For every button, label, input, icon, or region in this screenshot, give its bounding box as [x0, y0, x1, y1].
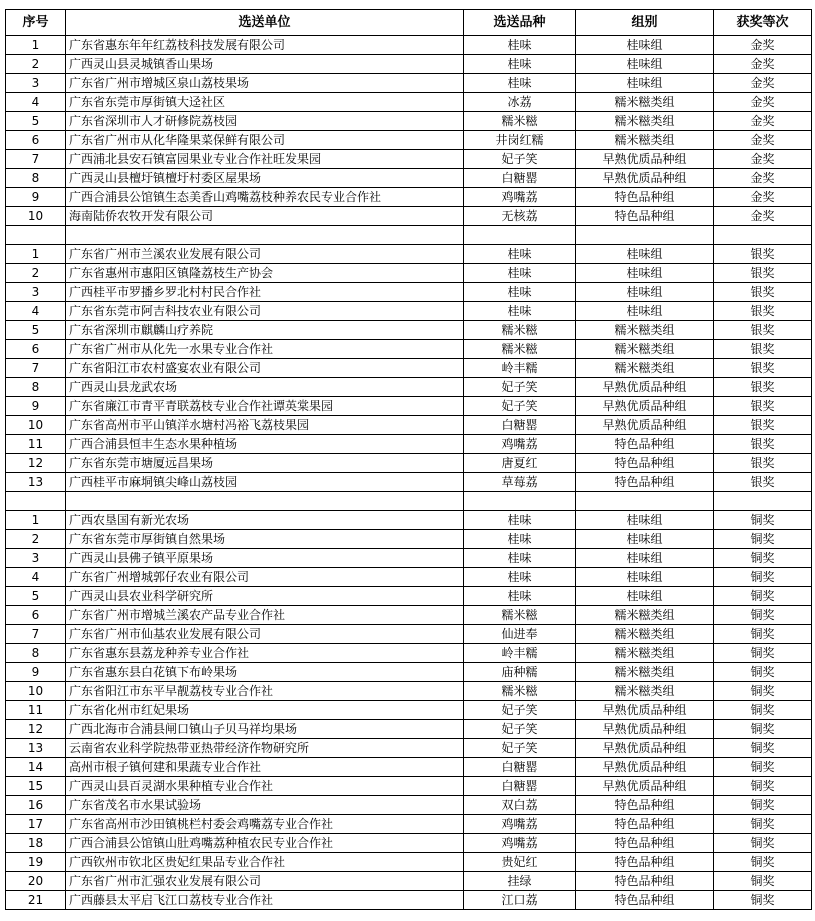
section-spacer-row [6, 226, 812, 245]
cell-group: 糯米糍类组 [576, 340, 714, 359]
table-row-gold [6, 74, 812, 93]
cell-index: 6 [6, 340, 66, 359]
cell-group: 桂味组 [576, 302, 714, 321]
cell-group: 桂味组 [576, 530, 714, 549]
cell-group: 糯米糍类组 [576, 321, 714, 340]
cell-unit: 广西浦北县安石镇富园果业专业合作社旺发果园 [66, 150, 464, 169]
cell-variety: 江口荔 [464, 891, 576, 910]
cell-unit: 广东省深圳市人才研修院荔枝园 [66, 112, 464, 131]
cell-index: 17 [6, 815, 66, 834]
cell-variety: 井岗红糯 [464, 131, 576, 150]
cell-variety: 糯米糍 [464, 112, 576, 131]
cell-index: 16 [6, 796, 66, 815]
cell-award: 金奖 [714, 150, 812, 169]
table-row-silver [6, 378, 812, 397]
cell-award: 铜奖 [714, 606, 812, 625]
cell-award: 金奖 [714, 36, 812, 55]
spacer-cell [6, 226, 66, 245]
cell-variety: 仙进奉 [464, 625, 576, 644]
cell-group: 早熟优质品种组 [576, 701, 714, 720]
spacer-cell [576, 492, 714, 511]
header-group: 组别 [576, 10, 714, 36]
cell-award: 银奖 [714, 302, 812, 321]
cell-index: 18 [6, 834, 66, 853]
table-row-bronze [6, 815, 812, 834]
cell-group: 早熟优质品种组 [576, 739, 714, 758]
table-row-bronze [6, 682, 812, 701]
table-row-bronze [6, 530, 812, 549]
cell-award: 银奖 [714, 435, 812, 454]
cell-unit: 广东省茂名市水果试验场 [66, 796, 464, 815]
cell-index: 14 [6, 758, 66, 777]
cell-index: 9 [6, 397, 66, 416]
cell-unit: 云南省农业科学院热带亚热带经济作物研究所 [66, 739, 464, 758]
cell-award: 金奖 [714, 169, 812, 188]
table-row-silver [6, 340, 812, 359]
table-row-silver [6, 454, 812, 473]
cell-unit: 高州市根子镇何建和果蔬专业合作社 [66, 758, 464, 777]
cell-variety: 妃子笑 [464, 720, 576, 739]
cell-variety: 白糖罂 [464, 758, 576, 777]
cell-index: 9 [6, 663, 66, 682]
header-index: 序号 [6, 10, 66, 36]
cell-variety: 妃子笑 [464, 739, 576, 758]
table-row-bronze [6, 777, 812, 796]
cell-variety: 桂味 [464, 511, 576, 530]
table-row-bronze [6, 511, 812, 530]
cell-award: 银奖 [714, 245, 812, 264]
cell-unit: 广东省高州市平山镇洋水塘村冯裕飞荔枝果园 [66, 416, 464, 435]
cell-unit: 广东省广州市增城兰溪农产品专业合作社 [66, 606, 464, 625]
cell-index: 10 [6, 207, 66, 226]
cell-group: 早熟优质品种组 [576, 169, 714, 188]
cell-unit: 海南陆侨农牧开发有限公司 [66, 207, 464, 226]
table-row-bronze [6, 701, 812, 720]
cell-index: 15 [6, 777, 66, 796]
cell-index: 8 [6, 644, 66, 663]
cell-index: 10 [6, 416, 66, 435]
cell-variety: 白糖罂 [464, 777, 576, 796]
cell-group: 特色品种组 [576, 207, 714, 226]
award-table [5, 9, 812, 910]
cell-award: 铜奖 [714, 853, 812, 872]
cell-index: 10 [6, 682, 66, 701]
table-row-silver [6, 283, 812, 302]
cell-unit: 广东省东莞市阿吉科技农业有限公司 [66, 302, 464, 321]
cell-variety: 妃子笑 [464, 397, 576, 416]
table-row-silver [6, 435, 812, 454]
cell-group: 特色品种组 [576, 796, 714, 815]
cell-index: 12 [6, 720, 66, 739]
cell-unit: 广东省惠州市惠阳区镇隆荔枝生产协会 [66, 264, 464, 283]
cell-variety: 白糖罂 [464, 169, 576, 188]
table-row-gold [6, 169, 812, 188]
spacer-cell [464, 492, 576, 511]
cell-award: 银奖 [714, 454, 812, 473]
spacer-cell [66, 492, 464, 511]
cell-unit: 广西合浦县公馆镇山肚鸡嘴荔种植农民专业合作社 [66, 834, 464, 853]
cell-award: 铜奖 [714, 549, 812, 568]
cell-variety: 鸡嘴荔 [464, 834, 576, 853]
table-row-gold [6, 207, 812, 226]
cell-variety: 桂味 [464, 302, 576, 321]
cell-index: 3 [6, 549, 66, 568]
spacer-cell [464, 226, 576, 245]
cell-unit: 广东省惠东县白花镇下布岭果场 [66, 663, 464, 682]
cell-index: 19 [6, 853, 66, 872]
cell-group: 桂味组 [576, 568, 714, 587]
cell-unit: 广西灵山县檀圩镇檀圩村委区屋果场 [66, 169, 464, 188]
cell-variety: 庙种糯 [464, 663, 576, 682]
cell-variety: 桂味 [464, 549, 576, 568]
header-row [6, 10, 812, 36]
table-row-bronze [6, 872, 812, 891]
table-row-gold [6, 93, 812, 112]
table-row-bronze [6, 549, 812, 568]
cell-award: 铜奖 [714, 815, 812, 834]
cell-variety: 贵妃红 [464, 853, 576, 872]
table-row-bronze [6, 853, 812, 872]
cell-award: 铜奖 [714, 568, 812, 587]
cell-award: 金奖 [714, 55, 812, 74]
cell-group: 早熟优质品种组 [576, 777, 714, 796]
cell-index: 1 [6, 245, 66, 264]
cell-index: 13 [6, 739, 66, 758]
cell-group: 糯米糍类组 [576, 93, 714, 112]
cell-group: 糯米糍类组 [576, 131, 714, 150]
cell-variety: 桂味 [464, 55, 576, 74]
spacer-cell [6, 492, 66, 511]
cell-group: 特色品种组 [576, 815, 714, 834]
cell-group: 桂味组 [576, 36, 714, 55]
cell-group: 桂味组 [576, 511, 714, 530]
cell-group: 特色品种组 [576, 454, 714, 473]
cell-group: 糯米糍类组 [576, 644, 714, 663]
cell-variety: 糯米糍 [464, 682, 576, 701]
cell-award: 银奖 [714, 340, 812, 359]
cell-award: 银奖 [714, 264, 812, 283]
cell-award: 金奖 [714, 93, 812, 112]
cell-award: 金奖 [714, 74, 812, 93]
cell-variety: 鸡嘴荔 [464, 435, 576, 454]
cell-award: 铜奖 [714, 891, 812, 910]
cell-award: 金奖 [714, 207, 812, 226]
cell-group: 桂味组 [576, 264, 714, 283]
cell-index: 2 [6, 264, 66, 283]
table-row-bronze [6, 834, 812, 853]
cell-award: 银奖 [714, 359, 812, 378]
spacer-cell [714, 492, 812, 511]
cell-group: 桂味组 [576, 549, 714, 568]
table-body [6, 36, 812, 910]
cell-index: 6 [6, 606, 66, 625]
cell-award: 银奖 [714, 416, 812, 435]
cell-unit: 广西藤县太平启飞江口荔枝专业合作社 [66, 891, 464, 910]
cell-group: 早熟优质品种组 [576, 758, 714, 777]
table-row-silver [6, 473, 812, 492]
cell-group: 糯米糍类组 [576, 112, 714, 131]
table-row-bronze [6, 568, 812, 587]
cell-group: 糯米糍类组 [576, 663, 714, 682]
table-row-bronze [6, 587, 812, 606]
cell-group: 糯米糍类组 [576, 359, 714, 378]
cell-unit: 广西农垦国有新光农场 [66, 511, 464, 530]
spacer-cell [576, 226, 714, 245]
cell-unit: 广西灵山县灵城镇香山果场 [66, 55, 464, 74]
cell-unit: 广东省广州市汇强农业发展有限公司 [66, 872, 464, 891]
cell-variety: 冰荔 [464, 93, 576, 112]
cell-unit: 广东省广州市从化先一水果专业合作社 [66, 340, 464, 359]
cell-unit: 广西合浦县公馆镇生态美香山鸡嘴荔枝种养农民专业合作社 [66, 188, 464, 207]
cell-index: 7 [6, 150, 66, 169]
cell-group: 早熟优质品种组 [576, 378, 714, 397]
cell-award: 银奖 [714, 378, 812, 397]
cell-unit: 广西灵山县农业科学研究所 [66, 587, 464, 606]
table-row-bronze [6, 796, 812, 815]
cell-variety: 岭丰糯 [464, 644, 576, 663]
cell-group: 桂味组 [576, 245, 714, 264]
cell-award: 银奖 [714, 473, 812, 492]
cell-index: 11 [6, 435, 66, 454]
cell-variety: 桂味 [464, 587, 576, 606]
cell-unit: 广东省广州增城郭仔农业有限公司 [66, 568, 464, 587]
cell-award: 铜奖 [714, 872, 812, 891]
cell-index: 7 [6, 359, 66, 378]
table-row-bronze [6, 663, 812, 682]
cell-award: 铜奖 [714, 530, 812, 549]
cell-group: 特色品种组 [576, 435, 714, 454]
cell-index: 5 [6, 587, 66, 606]
cell-award: 铜奖 [714, 663, 812, 682]
cell-group: 特色品种组 [576, 834, 714, 853]
cell-award: 铜奖 [714, 758, 812, 777]
cell-variety: 岭丰糯 [464, 359, 576, 378]
cell-index: 21 [6, 891, 66, 910]
cell-variety: 桂味 [464, 568, 576, 587]
cell-award: 铜奖 [714, 511, 812, 530]
spacer-cell [714, 226, 812, 245]
cell-group: 桂味组 [576, 74, 714, 93]
cell-variety: 鸡嘴荔 [464, 188, 576, 207]
table-row-bronze [6, 758, 812, 777]
table-row-silver [6, 245, 812, 264]
table-row-silver [6, 264, 812, 283]
cell-unit: 广西灵山县佛子镇平原果场 [66, 549, 464, 568]
cell-unit: 广东省广州市增城区泉山荔枝果场 [66, 74, 464, 93]
table-row-gold [6, 188, 812, 207]
cell-index: 12 [6, 454, 66, 473]
cell-unit: 广东省阳江市东平早靓荔枝专业合作社 [66, 682, 464, 701]
cell-award: 银奖 [714, 397, 812, 416]
cell-index: 1 [6, 511, 66, 530]
cell-award: 银奖 [714, 283, 812, 302]
cell-group: 特色品种组 [576, 891, 714, 910]
cell-unit: 广西灵山县龙武农场 [66, 378, 464, 397]
cell-variety: 糯米糍 [464, 321, 576, 340]
cell-index: 7 [6, 625, 66, 644]
cell-award: 铜奖 [714, 777, 812, 796]
header-unit: 选送单位 [66, 10, 464, 36]
cell-unit: 广东省东莞市厚街镇大迳社区 [66, 93, 464, 112]
table-row-bronze [6, 644, 812, 663]
cell-variety: 挂绿 [464, 872, 576, 891]
cell-group: 特色品种组 [576, 853, 714, 872]
cell-unit: 广西合浦县恒丰生态水果种植场 [66, 435, 464, 454]
cell-variety: 桂味 [464, 36, 576, 55]
cell-index: 20 [6, 872, 66, 891]
table-row-silver [6, 359, 812, 378]
cell-variety: 妃子笑 [464, 378, 576, 397]
cell-variety: 鸡嘴荔 [464, 815, 576, 834]
cell-unit: 广西桂平市罗播乡罗北村村民合作社 [66, 283, 464, 302]
cell-group: 特色品种组 [576, 473, 714, 492]
cell-index: 13 [6, 473, 66, 492]
cell-index: 2 [6, 530, 66, 549]
cell-unit: 广东省深圳市麒麟山疗养院 [66, 321, 464, 340]
cell-variety: 唐夏红 [464, 454, 576, 473]
cell-variety: 桂味 [464, 283, 576, 302]
cell-award: 铜奖 [714, 587, 812, 606]
cell-award: 铜奖 [714, 644, 812, 663]
table-row-gold [6, 112, 812, 131]
cell-index: 1 [6, 36, 66, 55]
cell-variety: 无核荔 [464, 207, 576, 226]
cell-variety: 草莓荔 [464, 473, 576, 492]
cell-index: 4 [6, 93, 66, 112]
cell-group: 桂味组 [576, 55, 714, 74]
section-spacer-row [6, 492, 812, 511]
cell-variety: 桂味 [464, 245, 576, 264]
cell-index: 5 [6, 112, 66, 131]
cell-variety: 双白荔 [464, 796, 576, 815]
cell-award: 铜奖 [714, 701, 812, 720]
cell-group: 糯米糍类组 [576, 625, 714, 644]
cell-group: 桂味组 [576, 587, 714, 606]
cell-award: 金奖 [714, 131, 812, 150]
cell-group: 早熟优质品种组 [576, 397, 714, 416]
cell-unit: 广东省惠东县荔龙种养专业合作社 [66, 644, 464, 663]
table-row-gold [6, 150, 812, 169]
cell-variety: 妃子笑 [464, 150, 576, 169]
cell-index: 8 [6, 169, 66, 188]
cell-variety: 桂味 [464, 264, 576, 283]
cell-unit: 广东省东莞市塘厦远昌果场 [66, 454, 464, 473]
cell-index: 9 [6, 188, 66, 207]
cell-award: 铜奖 [714, 720, 812, 739]
cell-unit: 广东省广州市兰溪农业发展有限公司 [66, 245, 464, 264]
table-row-gold [6, 55, 812, 74]
cell-unit: 广西灵山县百灵湖水果种植专业合作社 [66, 777, 464, 796]
cell-group: 早熟优质品种组 [576, 150, 714, 169]
table-row-gold [6, 36, 812, 55]
cell-unit: 广东省化州市红妃果场 [66, 701, 464, 720]
cell-group: 糯米糍类组 [576, 606, 714, 625]
cell-unit: 广东省阳江市农村盛宴农业有限公司 [66, 359, 464, 378]
cell-variety: 糯米糍 [464, 606, 576, 625]
cell-index: 11 [6, 701, 66, 720]
cell-unit: 广西北海市合浦县闸口镇山子贝马祥均果场 [66, 720, 464, 739]
cell-index: 5 [6, 321, 66, 340]
cell-award: 铜奖 [714, 834, 812, 853]
cell-group: 早熟优质品种组 [576, 720, 714, 739]
cell-variety: 糯米糍 [464, 340, 576, 359]
cell-index: 2 [6, 55, 66, 74]
cell-group: 特色品种组 [576, 188, 714, 207]
cell-award: 铜奖 [714, 796, 812, 815]
cell-unit: 广西桂平市麻垌镇尖峰山荔枝园 [66, 473, 464, 492]
cell-index: 3 [6, 74, 66, 93]
cell-award: 铜奖 [714, 625, 812, 644]
cell-group: 早熟优质品种组 [576, 416, 714, 435]
table-row-silver [6, 416, 812, 435]
cell-index: 6 [6, 131, 66, 150]
table-row-bronze [6, 739, 812, 758]
cell-unit: 广西钦州市钦北区贵妃红果品专业合作社 [66, 853, 464, 872]
spacer-cell [66, 226, 464, 245]
cell-index: 4 [6, 568, 66, 587]
cell-award: 铜奖 [714, 682, 812, 701]
cell-unit: 广东省广州市仙基农业发展有限公司 [66, 625, 464, 644]
cell-index: 3 [6, 283, 66, 302]
table-row-bronze [6, 720, 812, 739]
cell-unit: 广东省惠东年年红荔枝科技发展有限公司 [66, 36, 464, 55]
cell-group: 特色品种组 [576, 872, 714, 891]
table-row-silver [6, 302, 812, 321]
cell-index: 4 [6, 302, 66, 321]
cell-group: 糯米糍类组 [576, 682, 714, 701]
cell-award: 银奖 [714, 321, 812, 340]
cell-variety: 桂味 [464, 530, 576, 549]
table-row-silver [6, 321, 812, 340]
cell-variety: 妃子笑 [464, 701, 576, 720]
cell-variety: 桂味 [464, 74, 576, 93]
header-award: 获奖等次 [714, 10, 812, 36]
table-row-silver [6, 397, 812, 416]
table-row-bronze [6, 606, 812, 625]
table-row-gold [6, 131, 812, 150]
table-row-bronze [6, 891, 812, 910]
cell-variety: 白糖罂 [464, 416, 576, 435]
table-row-bronze [6, 625, 812, 644]
cell-award: 铜奖 [714, 739, 812, 758]
cell-group: 桂味组 [576, 283, 714, 302]
cell-unit: 广东省东莞市厚街镇自然果场 [66, 530, 464, 549]
cell-unit: 广东省高州市沙田镇桃栏村委会鸡嘴荔专业合作社 [66, 815, 464, 834]
cell-award: 金奖 [714, 188, 812, 207]
cell-unit: 广东省广州市从化华隆果菜保鲜有限公司 [66, 131, 464, 150]
header-variety: 选送品种 [464, 10, 576, 36]
cell-award: 金奖 [714, 112, 812, 131]
cell-index: 8 [6, 378, 66, 397]
cell-unit: 广东省廉江市青平青联荔枝专业合作社谭英棠果园 [66, 397, 464, 416]
